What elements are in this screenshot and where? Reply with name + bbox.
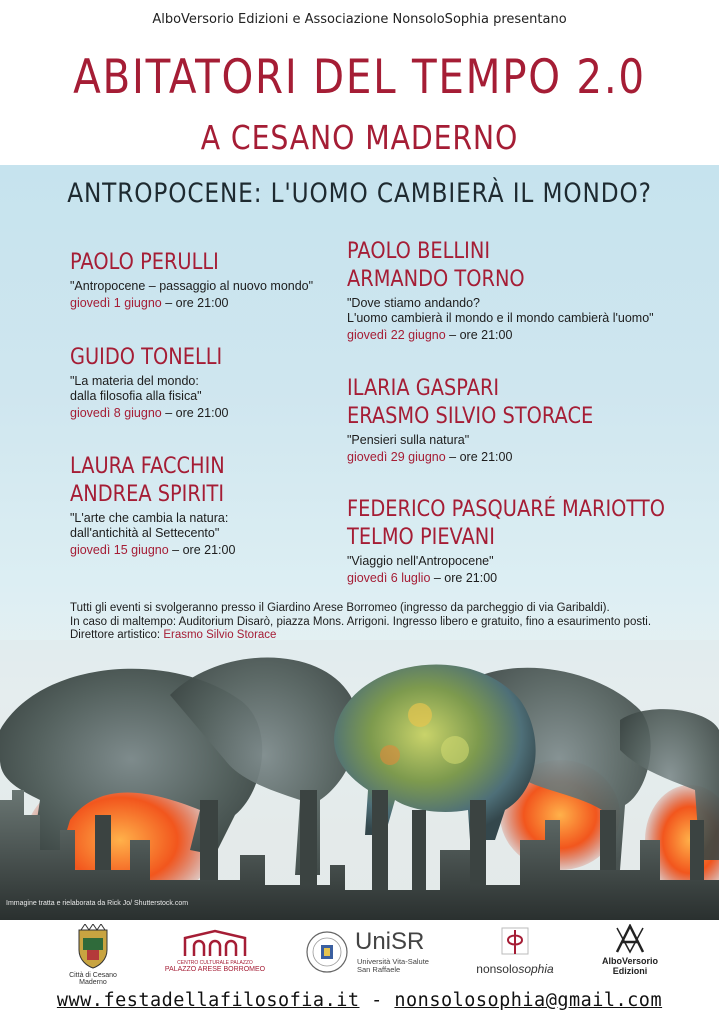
speaker-name: TELMO PIEVANI [347,525,496,550]
cesano-logo: Città di Cesano Maderno [58,924,128,986]
talk-title: "La materia del mondo: [70,374,199,388]
talk-title-line2: dalla filosofia alla fisica" [70,389,202,403]
alboversorio-icon [613,924,647,954]
event-date: giovedì 22 giugno – ore 21:00 [347,328,513,342]
event-date: giovedì 8 giugno – ore 21:00 [70,406,229,420]
university-seal-icon [305,930,349,974]
speaker-name: LAURA FACCHIN [70,454,225,479]
event-card [347,375,627,465]
page-subtitle: A CESANO MADERNO [200,118,519,157]
event-card [70,344,243,421]
event-card [347,496,708,586]
event-card [70,453,246,558]
notes-venue: Tutti gli eventi si svolgeranno presso il Giardino Arese Borromeo (ingresso da parcheggio di via Garibaldi). [70,602,610,614]
speaker-name: ANDREA SPIRITI [70,482,225,507]
image-credit: Immagine tratta e rielaborata da Rick Jo/ Shutterstock.com [6,900,189,907]
talk-title: "Pensieri sulla natura" [347,433,470,447]
notes-director: Direttore artistico: Erasmo Silvio Storace [70,629,277,641]
nonsolosophia-logo: nonsolosophia [470,926,560,976]
event-date: giovedì 1 giugno – ore 21:00 [70,296,229,310]
theme-heading: ANTROPOCENE: L'UOMO CAMBIERÀ IL MONDO? [67,178,652,209]
talk-title: "L'arte che cambia la natura: [70,511,229,525]
talk-title: "Viaggio nell'Antropocene" [347,554,494,568]
header [0,0,719,165]
palazzo-icon [180,928,250,958]
event-date: giovedì 6 luglio – ore 21:00 [347,571,498,585]
speaker-name: ARMANDO TORNO [347,267,525,292]
phi-icon [498,926,532,956]
speaker-name: ERASMO SILVIO STORACE [347,404,594,429]
alboversorio-logo: AlboVersorio Edizioni [590,924,670,976]
speaker-name: GUIDO TONELLI [70,345,223,370]
talk-title-line2: L'uomo cambierà il mondo e il mondo cambierà l'uomo" [347,311,654,325]
speaker-name: FEDERICO PASQUARÉ MARIOTTO [347,497,665,522]
email-link[interactable]: nonsolosophia@gmail.com [394,990,663,1011]
speaker-name: ILARIA GASPARI [347,376,500,401]
coat-of-arms-icon [73,924,113,970]
presenters-line: AlboVersorio Edizioni e Associazione NonsoloSophia presentano [152,12,567,27]
event-notes [70,602,651,643]
website-link[interactable]: www.festadellafilosofia.it [56,990,360,1011]
speaker-name: PAOLO PERULLI [70,250,219,275]
event-card [70,249,313,311]
notes-bad-weather: In caso di maltempo: Auditorium Disarò, piazza Mons. Arrigoni. Ingresso libero e gratuito, fino a esaurimento posti. [70,615,652,628]
event-card [347,238,654,343]
speaker-name: PAOLO BELLINI [347,239,491,264]
talk-title: "Dove stiamo andando? [347,296,480,310]
event-date: giovedì 29 giugno – ore 21:00 [347,450,513,464]
contact-links: www.festadellafilosofia.it - nonsolosophia@gmail.com [56,990,663,1011]
event-date: giovedì 15 giugno – ore 21:00 [70,543,236,557]
talk-title: "Antropocene – passaggio al nuovo mondo" [70,279,314,293]
smokestack-illustration [0,640,719,920]
page-title: ABITATORI DEL TEMPO 2.0 [73,50,646,105]
talk-title-line2: dall'antichità al Settecento" [70,526,220,540]
palazzo-arese-logo: CENTRO CULTURALE PALAZZO PALAZZO ARESE BORROMEO [160,928,270,973]
